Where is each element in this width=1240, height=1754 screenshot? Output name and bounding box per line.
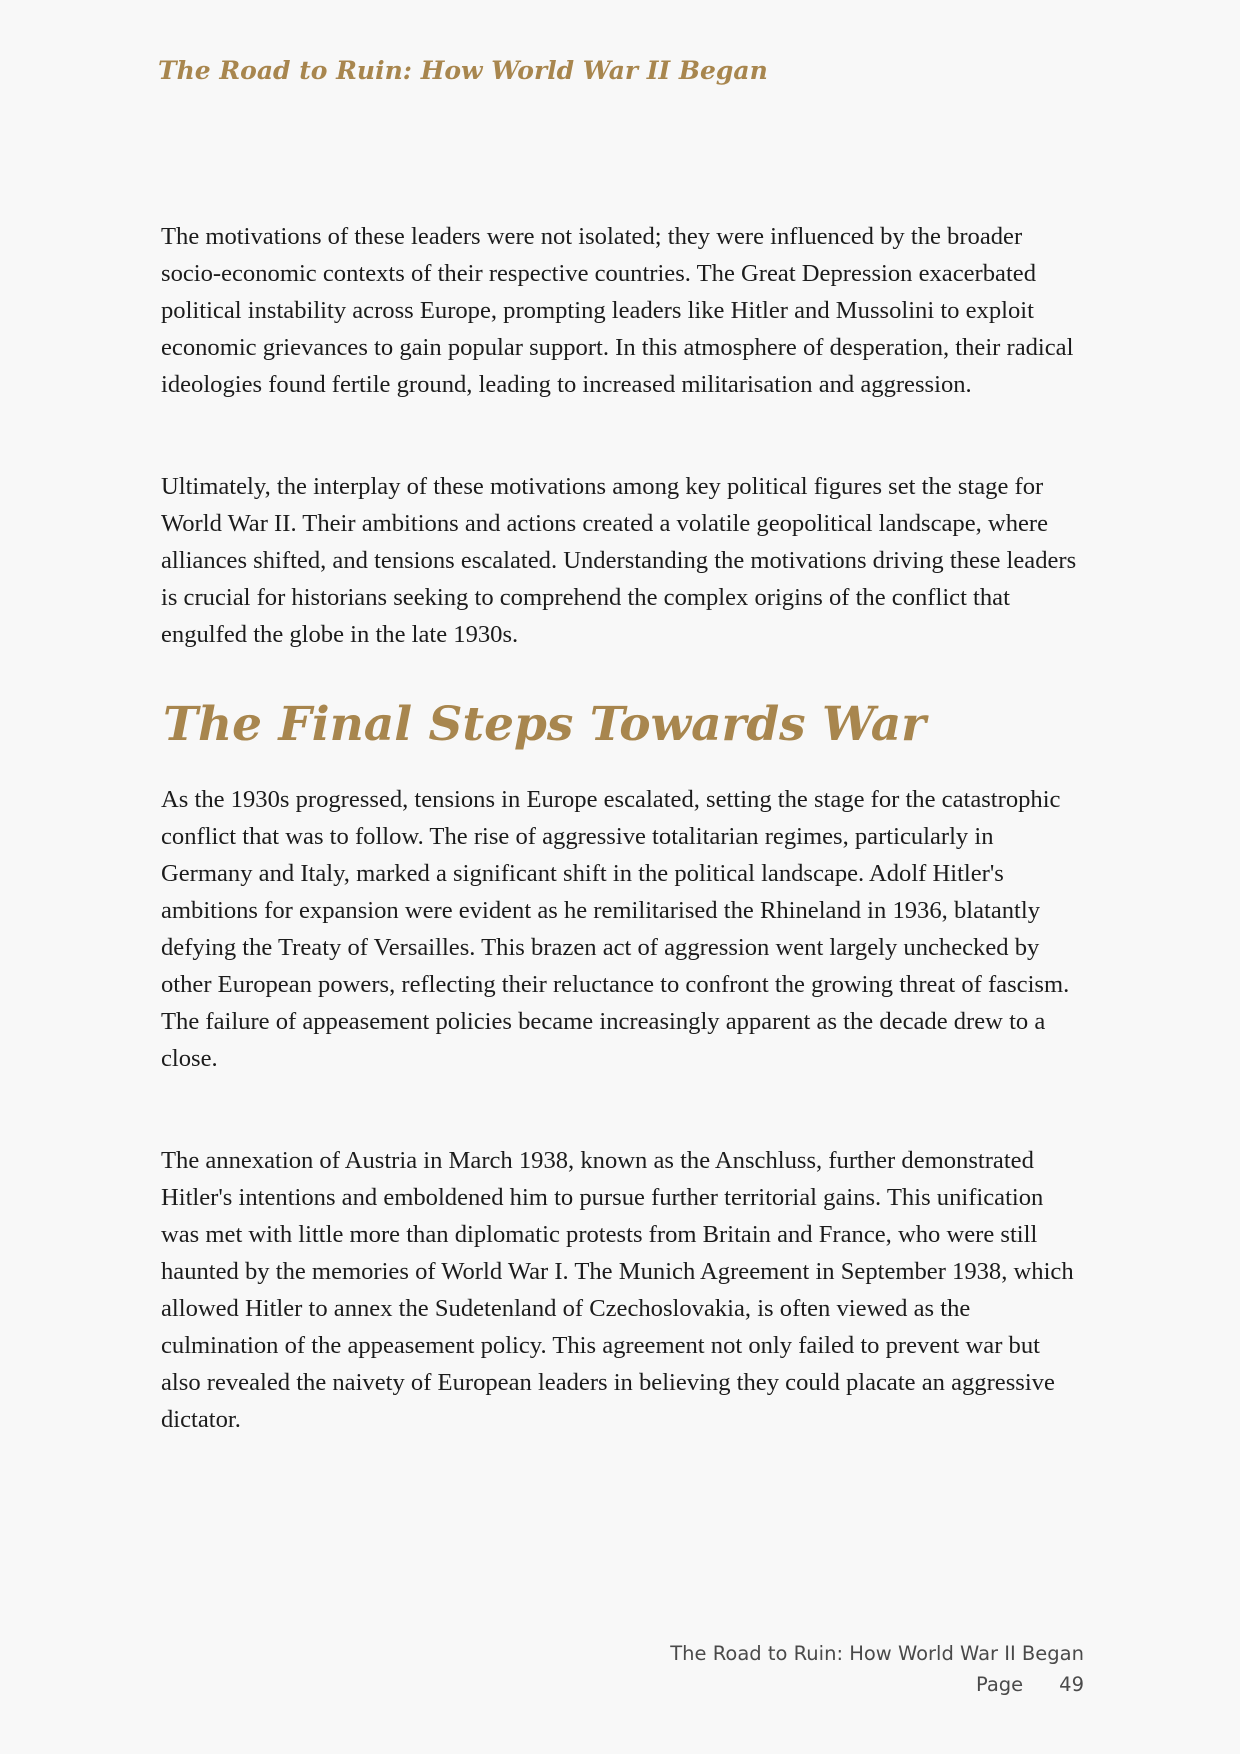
page-content xyxy=(161,218,1081,1438)
body-paragraph: Ultimately, the interplay of these motivations among key political figures set the stage for World War II. Their ambitions and actions created a volatile geopolitical landscape, where alliances shifted, and tensions escalated. Understanding the motivations driving these leaders is crucial for historians seeking to comprehend the complex origins of the conflict that engulfed the globe in the late 1930s. xyxy=(161,473,1077,648)
page-label: Page xyxy=(975,1673,1024,1696)
body-paragraph: As the 1930s progressed, tensions in Europe escalated, setting the stage for the catastrophic conflict that was to follow. The rise of aggressive totalitarian regimes, particularly in Germany and Italy, marked a significant shift in the political landscape. Adolf Hitler's ambitions for expansion were evident as he remilitarised the Rhineland in 1936, blatantly defying the Treaty of Versailles. This brazen act of aggression went largely unchecked by other European powers, reflecting their reluctance to confront the growing threat of fascism. The failure of appeasement policies became increasingly apparent as the decade drew to a close. xyxy=(161,785,1070,1072)
body-paragraph: The annexation of Austria in March 1938, known as the Anschluss, further demonstrated Hitler's intentions and emboldened him to pursue further territorial gains. This unification was met with little more than diplomatic protests from Britain and France, who were still haunted by the memories of World War I. The Munich Agreement in September 1938, which allowed Hitler to annex the Sudetenland of Czechoslovakia, is often viewed as the culmination of the appeasement policy. This agreement not only failed to prevent war but also revealed the naivety of European leaders in believing they could placate an aggressive dictator. xyxy=(161,1146,1074,1433)
body-paragraph: The motivations of these leaders were not isolated; they were influenced by the broader socio-economic contexts of their respective countries. The Great Depression exacerbated political instability across Europe, prompting leaders like Hitler and Mussolini to exploit economic grievances to gain popular support. In this atmosphere of desperation, their radical ideologies found fertile ground, leading to increased militarisation and aggression. xyxy=(161,223,1074,398)
page-number-line xyxy=(670,1669,1084,1700)
footer-title: The Road to Ruin: How World War II Began xyxy=(670,1642,1084,1665)
running-footer xyxy=(670,1638,1084,1700)
page-number: 49 xyxy=(1059,1673,1084,1696)
running-header: The Road to Ruin: How World War II Began xyxy=(158,56,768,85)
section-heading: The Final Steps Towards War xyxy=(163,697,926,752)
